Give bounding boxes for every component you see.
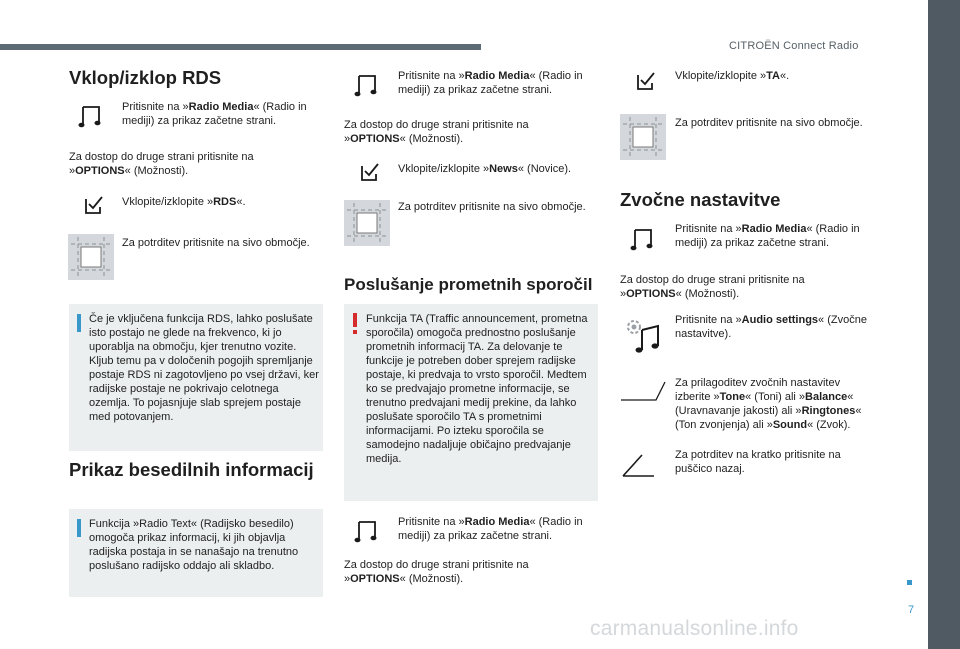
step-toggle-ta: Vklopite/izklopite »TA«.: [675, 70, 790, 82]
step-back-arrow: Za potrditev na kratko pritisnite na puščico nazaj.: [675, 449, 841, 475]
music-note-icon: [354, 72, 380, 98]
options-paragraph: Za dostop do druge strani pritisnite na »OPTIONS« (Možnosti).: [344, 119, 529, 145]
grey-area-icon: [620, 114, 666, 160]
header-brand: CITROËN Connect Radio: [729, 40, 859, 52]
checkbox-icon: [636, 71, 656, 91]
options-paragraph: Za dostop do druge strani pritisnite na »OPTIONS« (Možnosti).: [344, 559, 529, 585]
page-number: 7: [908, 604, 915, 616]
grey-area-icon: [344, 200, 390, 246]
options-paragraph: Za dostop do druge strani pritisnite na »OPTIONS« (Možnosti).: [69, 151, 254, 177]
step-radio-media: Pritisnite na »Radio Media« (Radio in mediji) za prikaz začetne strani.: [122, 101, 307, 127]
page-sidebar: [928, 0, 960, 649]
options-paragraph: Za dostop do druge strani pritisnite na »OPTIONS« (Možnosti).: [620, 274, 805, 300]
info-bar: [77, 519, 81, 537]
info-note-text: Funkcija »Radio Text« (Radijsko besedilo) omogoča prikaz informacij, ki jih objavlja radijska postaja in se nanašajo na trenutno poslušano radijsko oddajo ali skladbo.: [89, 518, 299, 572]
step-radio-media: Pritisnite na »Radio Media« (Radio in mediji) za prikaz začetne strani.: [398, 70, 583, 96]
header-rule: [0, 44, 481, 50]
step-radio-media: Pritisnite na »Radio Media« (Radio in mediji) za prikaz začetne strani.: [398, 516, 583, 542]
section-title-sound: Zvočne nastavitve: [620, 189, 781, 210]
info-note-radiotext: [69, 509, 323, 597]
step-confirm-grey: Za potrditev pritisnite na sivo območje.: [675, 117, 863, 129]
warning-note-ta: [344, 304, 598, 501]
info-bar: [77, 314, 81, 332]
page-marker: [907, 580, 912, 585]
music-note-icon: [354, 518, 380, 544]
step-confirm-grey: Za potrditev pritisnite na sivo območje.: [398, 201, 586, 213]
back-arrow-icon: [620, 452, 656, 482]
checkbox-icon: [360, 162, 380, 182]
step-adjust-sound: Za prilagoditev zvočnih nastavitev izberite »Tone« (Toni) ali »Balance« (Uravnavanje jakosti) ali »Ringtones« (Ton zvonjenja) ali »Sound« (Zvok).: [675, 377, 862, 431]
step-toggle-news: Vklopite/izklopite »News« (Novice).: [398, 163, 572, 175]
grey-area-icon: [68, 234, 114, 280]
warning-note-text: Funkcija TA (Traffic announcement, prometna sporočila) omogoča prednostno poslušanje prometnih informacij TA. Za delovanje te funkcije je potreben dober sprejem radijske postaje, ki predvaja to vrsto sporočil. Medtem ko se predvajajo prometne informacije, se trenutno predvajani medij prekine, da lahko poslušate sporočilo TA s prometnimi informacijami. Po izteku sporočila se samodejno nadaljuje običajno predvajanje medija.: [366, 313, 588, 465]
audio-settings-icon: [622, 316, 662, 356]
step-toggle-rds: Vklopite/izklopite »RDS«.: [122, 196, 246, 208]
section-title-rds: Vklop/izklop RDS: [69, 67, 222, 88]
step-confirm-grey: Za potrditev pritisnite na sivo območje.: [122, 237, 310, 249]
warning-icon: [351, 313, 359, 335]
slider-icon: [620, 380, 666, 402]
info-note-rds: [69, 304, 323, 451]
music-note-icon: [78, 103, 104, 129]
section-title-radiotext: Prikaz besedilnih informacij: [69, 459, 314, 480]
section-title-traffic: Poslušanje prometnih sporočil: [344, 275, 593, 294]
music-note-icon: [630, 226, 656, 252]
checkbox-icon: [84, 195, 104, 215]
info-note-text: Če je vključena funkcija RDS, lahko poslušate isto postajo ne glede na frekvenco, ki jo uporablja na območju, kjer trenutno vozite. Kljub temu pa v določenih pogojih spremljanje postaje RDS ni zagotovljeno po vsej državi, ker radijske postaje ne pokrivajo celotnega ozemlja. To pojasnjuje slab sprejem postaje med potovanjem.: [89, 313, 319, 423]
step-audio-settings: Pritisnite na »Audio settings« (Zvočne nastavitve).: [675, 314, 867, 340]
watermark: carmanualsonline.info: [590, 617, 799, 640]
step-radio-media: Pritisnite na »Radio Media« (Radio in mediji) za prikaz začetne strani.: [675, 223, 860, 249]
